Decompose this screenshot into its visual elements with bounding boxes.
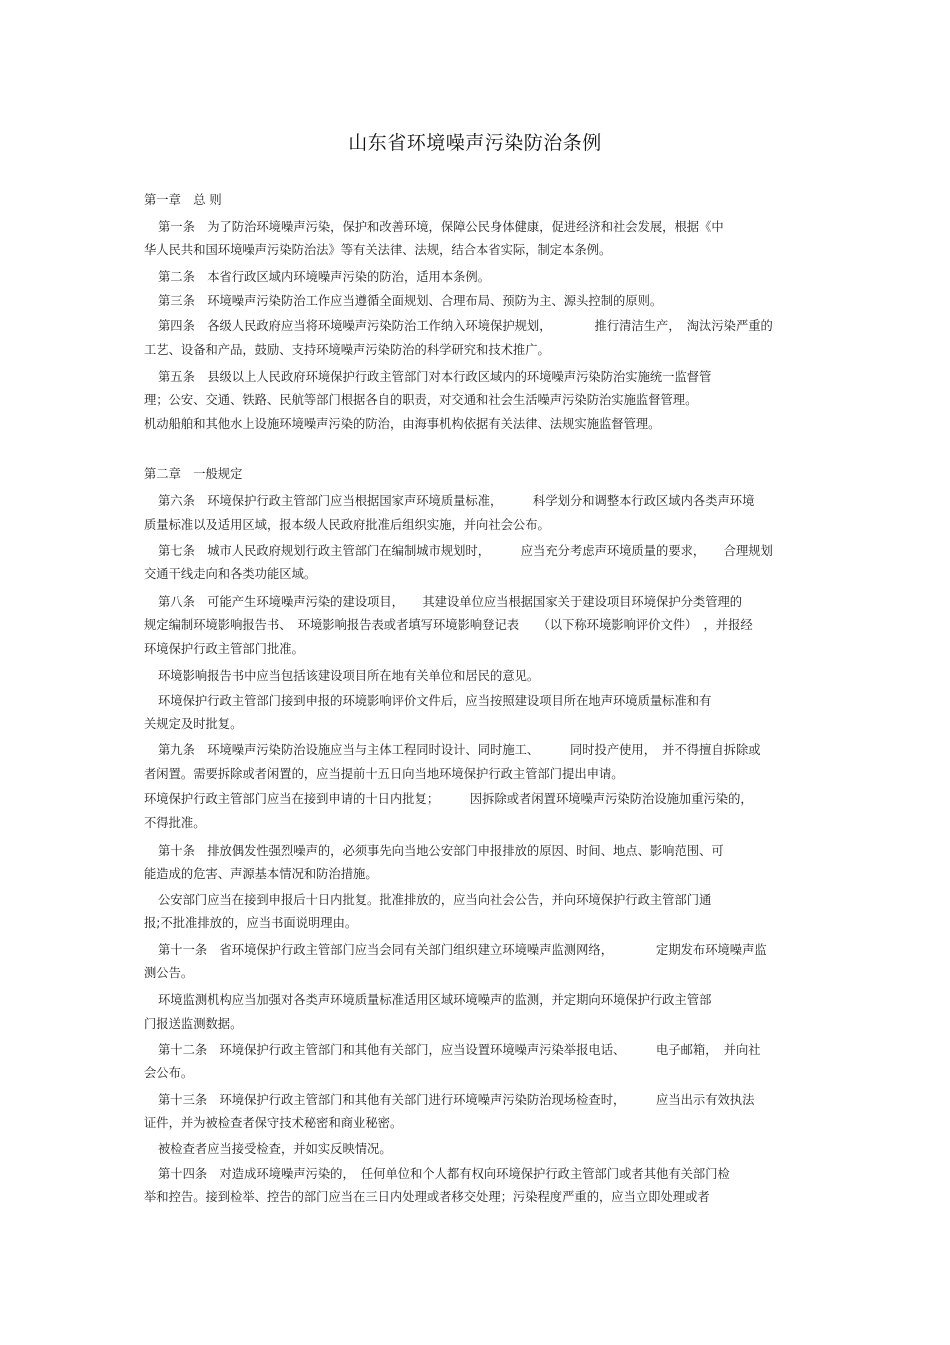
article-line: 环境保护行政主管部门接到申报的环境影响评价文件后，应当按照建设项目所在地声环境质量标准和有: [158, 694, 712, 708]
article-line: 第二条 本省行政区域内环境噪声污染的防治，适用本条例。: [158, 270, 491, 284]
article-line: 第一条 为了防治环境噪声污染，保护和改善环境，保障公民身体健康，促进经济和社会发展，根据《中: [158, 220, 724, 234]
article-line: 第十二条 环境保护行政主管部门和其他有关部门，应当设置环境噪声污染举报电话、 电子邮箱， 并向社: [158, 1043, 761, 1057]
article-line: 环境保护行政主管部门批准。: [144, 642, 304, 656]
article-line: 理；公安、交通、铁路、民航等部门根据各自的职责，对交通和社会生活噪声污染防治实施监督管理。: [144, 393, 698, 407]
article-line: 质量标准以及适用区域，报本级人民政府批准后组织实施，并向社会公布。: [144, 518, 550, 532]
article-line: 第十四条 对造成环境噪声污染的， 任何单位和个人都有权向环境保护行政主管部门或者其他有关部门检: [158, 1167, 730, 1181]
article-line: 会公布。: [144, 1066, 194, 1080]
article-line: 规定编制环境影响报告书、 环境影响报告表或者填写环境影响登记表 （以下称环境影响评价文件） ，并报经: [144, 618, 753, 632]
article-line: 环境保护行政主管部门应当在接到申请的十日内批复； 因拆除或者闲置环境噪声污染防治设施加重污染的，: [144, 792, 753, 806]
article-line: 第十一条 省环境保护行政主管部门应当会同有关部门组织建立环境噪声监测网络， 定期发布环境噪声监: [158, 943, 767, 957]
article-line: 测公告。: [144, 966, 194, 980]
article-line: 工艺、设备和产品，鼓励、支持环境噪声污染防治的科学研究和技术推广。: [144, 343, 550, 357]
article-line: 举和控告。接到检举、控告的部门应当在三日内处理或者移交处理；污染程度严重的，应当立即处理或者: [144, 1190, 710, 1204]
article-line: 第三条 环境噪声污染防治工作应当遵循全面规划、合理布局、预防为主、源头控制的原则。: [158, 294, 663, 308]
document-title: 山东省环境噪声污染防治条例: [348, 132, 602, 154]
article-line: 第十条 排放偶发性强烈噪声的，必须事先向当地公安部门申报排放的原因、时间、地点、影响范围、可: [158, 844, 724, 858]
article-line: 第四条 各级人民政府应当将环境噪声污染防治工作纳入环境保护规划， 推行清洁生产， 淘汰污染严重的: [158, 319, 773, 333]
article-line: 能造成的危害、声源基本情况和防治措施。: [144, 867, 378, 881]
article-line: 不得批准。: [144, 816, 206, 830]
article-line: 被检查者应当接受检查，并如实反映情况。: [158, 1142, 392, 1156]
article-line: 证件，并为被检查者保守技术秘密和商业秘密。: [144, 1116, 403, 1130]
article-line: 者闲置。需要拆除或者闲置的，应当提前十五日向当地环境保护行政主管部门提出申请。: [144, 767, 624, 781]
chapter-heading: 第一章 总 则: [144, 193, 222, 207]
article-line: 公安部门应当在接到申报后十日内批复。批准排放的，应当向社会公告，并向环境保护行政主管部门通: [158, 893, 712, 907]
article-line: 关规定及时批复。: [144, 717, 243, 731]
article-line: 第九条 环境噪声污染防治设施应当与主体工程同时设计、同时施工、 同时投产使用， 并不得擅自拆除或: [158, 743, 761, 757]
article-line: 环境监测机构应当加强对各类声环境质量标准适用区域环境噪声的监测，并定期向环境保护行政主管部: [158, 993, 712, 1007]
article-line: 第七条 城市人民政府规划行政主管部门在编制城市规划时， 应当充分考虑声环境质量的要求， 合理规划: [158, 544, 773, 558]
article-line: 交通干线走向和各类功能区域。: [144, 567, 317, 581]
chapter-heading: 第二章 一般规定: [144, 467, 243, 481]
article-line: 第八条 可能产生环境噪声污染的建设项目， 其建设单位应当根据国家关于建设项目环境保护分类管理的: [158, 595, 743, 609]
article-line: 环境影响报告书中应当包括该建设项目所在地有关单位和居民的意见。: [158, 669, 540, 683]
article-line: 门报送监测数据。: [144, 1017, 243, 1031]
article-line: 报;不批准排放的，应当书面说明理由。: [144, 916, 358, 930]
article-line: 机动船舶和其他水上设施环境噪声污染的防治，由海事机构依据有关法律、法规实施监督管理。: [144, 417, 661, 431]
article-line: 第十三条 环境保护行政主管部门和其他有关部门进行环境噪声污染防治现场检查时， 应当出示有效执法: [158, 1093, 755, 1107]
article-line: 华人民共和国环境噪声污染防治法》等有关法律、法规，结合本省实际，制定本条例。: [144, 243, 612, 257]
article-line: 第五条 县级以上人民政府环境保护行政主管部门对本行政区域内的环境噪声污染防治实施统一监督管: [158, 370, 712, 384]
article-line: 第六条 环境保护行政主管部门应当根据国家声环境质量标准， 科学划分和调整本行政区域内各类声环境: [158, 494, 755, 508]
